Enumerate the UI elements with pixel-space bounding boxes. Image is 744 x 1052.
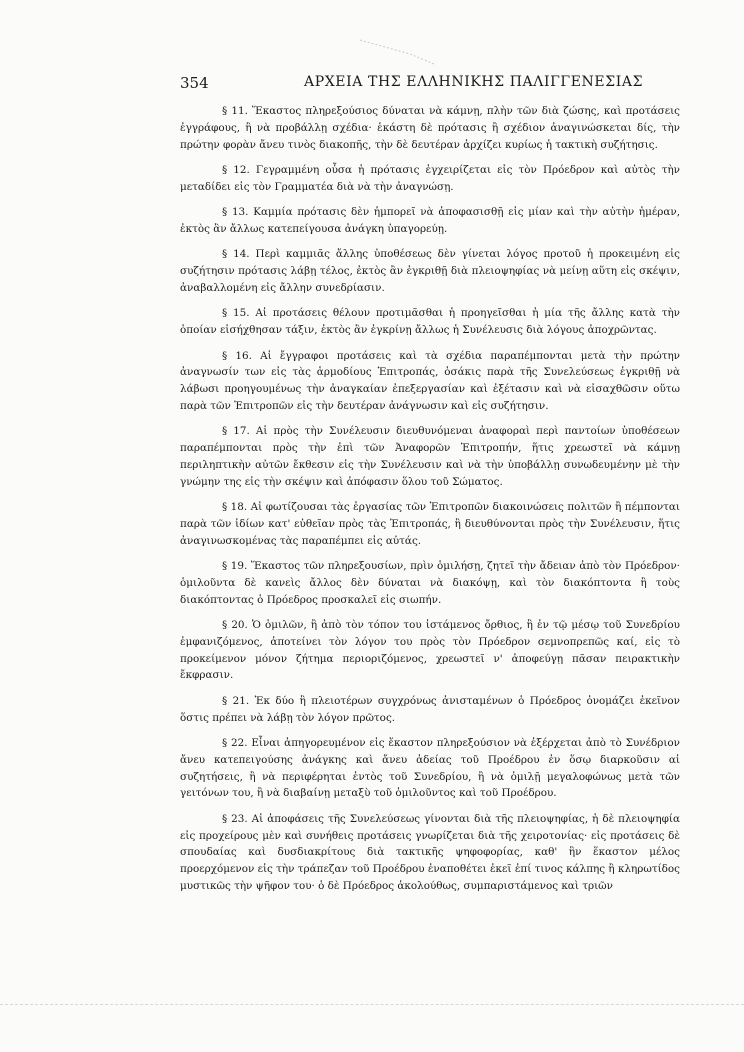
scan-bottom-edge: [0, 1004, 744, 1005]
paragraph-section-17: § 17. Αἱ πρὸς τὴν Συνέλευσιν διευθυνόμεναι ἀναφοραὶ περὶ παντοίων ὑποθέσεων παραπέμπονται πρὸς τὴν ἐπὶ τῶν Ἀναφορῶν Ἐπιτροπήν, ἥτις χρεωστεῖ νὰ κάμνῃ περιληπτικὴν αὐτῶν ἔκθεσιν εἰς τὴν Συνέλευσιν καὶ νὰ τὴν ὑποβάλλῃ συνωδευμένην μὲ τὴν γνώμην της εἰς τὴν σκέψιν καὶ ἀπόφασιν ὅλου τοῦ Σώματος.: [180, 425, 680, 488]
paragraph-section-13: § 13. Καμμία πρότασις δὲν ἠμπορεῖ νὰ ἀποφασισθῇ εἰς μίαν καὶ τὴν αὐτὴν ἡμέραν, ἐκτὸς ἂν ἄλλως κατεπείγουσα ἀνάγκη ὑπαγορεύῃ.: [180, 206, 680, 235]
running-title: ΑΡΧΕΙΑ ΤΗΣ ΕΛΛΗΝΙΚΗΣ ΠΑΛΙΓΓΕΝΕΣΙΑΣ: [304, 74, 644, 90]
paragraph-section-11: § 11. Ἕκαστος πληρεξούσιος δύναται νὰ κάμνῃ, πλὴν τῶν διὰ ζώσης, καὶ προτάσεις ἐγγράφους, ἢ νὰ προβάλλῃ σχέδια· ἑκάστη δὲ πρότασις ἢ σχέδιον ἀναγινώσκεται δίς, τὴν πρώτην φορὰν ἄνευ τινὸς διακοπῆς, τὴν δὲ δευτέραν ἀρχίζει κυρίως ἡ τακτικὴ συζήτησις.: [180, 105, 680, 151]
paragraph-section-19: § 19. Ἕκαστος τῶν πληρεξουσίων, πρὶν ὁμιλήσῃ, ζητεῖ τὴν ἄδειαν ἀπὸ τὸν Πρόεδρον· ὁμιλοῦντα δὲ κανεὶς ἄλλος δὲν δύναται νὰ διακόψῃ, καὶ τὸν διακόπτοντα ἢ τοὺς διακόπτοντας ὁ Πρόεδρος προσκαλεῖ εἰς σιωπήν.: [180, 560, 680, 606]
paragraph-section-23: § 23. Αἱ ἀποφάσεις τῆς Συνελεύσεως γίνονται διὰ τῆς πλειοψηφίας, ἡ δὲ πλειοψηφία εἰς προχείρους μὲν καὶ συνήθεις προτάσεις γνωρίζεται διὰ τῆς χειροτονίας· εἰς προτάσεις δὲ σπουδαίας καὶ δυσδιακρίτους διὰ τακτικῆς ψηφοφορίας, καθ' ἣν ἕκαστον μέλος προερχόμενον εἰς τὴν τράπεζαν τοῦ Προέδρου ἐναποθέτει ἐκεῖ ἐπί τινος κάλπης ἢ κληρωτίδος μυστικῶς τὴν ψῆφον του· ὁ δὲ Πρόεδρος ἀκολούθως, συμπαριστάμενος καὶ τριῶν: [180, 812, 680, 892]
paragraph-section-21: § 21. Ἐκ δύο ἢ πλειοτέρων συγχρόνως ἀνισταμένων ὁ Πρόεδρος ὀνομάζει ἐκεῖνον ὅστις πρέπει νὰ λάβῃ τὸν λόγον πρῶτος.: [180, 694, 680, 724]
scan-artifact-mark: [350, 36, 440, 66]
paragraph-section-15: § 15. Αἱ προτάσεις θέλουν προτιμᾶσθαι ἡ προηγεῖσθαι ἡ μία τῆς ἄλλης κατὰ τὴν ὁποίαν εἰσήχθησαν τάξιν, ἐκτὸς ἂν ἐγκρίνῃ ἄλλως ἡ Συνέλευσις διὰ λόγους ἀποχρῶντας.: [180, 307, 680, 337]
paragraph-section-22: § 22. Εἶναι ἀπηγορευμένον εἰς ἕκαστον πληρεξούσιον νὰ ἐξέρχεται ἀπὸ τὸ Συνέδριον ἄνευ κατεπειγούσης ἀνάγκης καὶ ἄνευ ἀδείας τοῦ Προέδρου ἐν ὅσῳ διαρκοῦσιν αἱ συζητήσεις, ἢ νὰ περιφέρηται ἐντὸς τοῦ Συνεδρίου, ἢ νὰ ὁμιλῇ μεγαλοφώνως μετὰ τῶν γειτόνων του, ἢ νὰ διαβαίνῃ μεταξὺ τοῦ ὁμιλοῦντος καὶ τοῦ Προέδρου.: [180, 737, 680, 800]
page-number: 354: [180, 74, 209, 92]
paragraph-section-20: § 20. Ὁ ὁμιλῶν, ἢ ἀπὸ τὸν τόπον του ἱστάμενος ὄρθιος, ἢ ἐν τῷ μέσῳ τοῦ Συνεδρίου ἐμφανιζόμενος, ἀποτείνει τὸν λόγον του πρὸς τὸν Πρόεδρον σεμνοπρεπῶς καί, εἰς τὸ προκείμενον μόνον ζήτημα περιοριζόμενος, χρεωστεῖ ν' ἀποφεύγῃ πᾶσαν πειρακτικὴν ἔκφρασιν.: [180, 619, 680, 682]
paragraph-section-14: § 14. Περὶ καμμιᾶς ἄλλης ὑποθέσεως δὲν γίνεται λόγος προτοῦ ἡ προκειμένη εἰς συζήτησιν πρότασις λάβῃ τέλος, ἐκτὸς ἂν ἐγκριθῇ διὰ πλειοψηφίας νὰ μείνῃ αὕτη εἰς σκέψιν, ἀναβαλλομένη εἰς ἄλλην συνεδρίασιν.: [180, 248, 680, 294]
paragraph-section-18: § 18. Αἱ φωτίζουσαι τὰς ἐργασίας τῶν Ἐπιτροπῶν διακοινώσεις πολιτῶν ἢ πέμπονται παρὰ τῶν ἰδίων κατ' εὐθεῖαν πρὸς τὰς Ἐπιτροπάς, ἢ διευθύνονται πρὸς τὴν Συνέλευσιν, ἥτις ἀναγινωσκομένας τὰς παραπέμπει εἰς αὐτάς.: [180, 501, 680, 547]
paragraph-section-12: § 12. Γεγραμμένη οὖσα ἡ πρότασις ἐγχειρίζεται εἰς τὸν Πρόεδρον καὶ αὐτὸς τὴν μεταδίδει εἰς τὸν Γραμματέα διὰ νὰ τὴν ἀναγνώσῃ.: [180, 163, 680, 193]
paragraph-section-16: § 16. Αἱ ἔγγραφοι προτάσεις καὶ τὰ σχέδια παραπέμπονται μετὰ τὴν πρώτην ἀναγνωσίν των εἰς τὰς ἁρμοδίους Ἐπιτροπάς, ὁσάκις παρὰ τῆς Συνελεύσεως ἐγκριθῇ νὰ λάβωσι προηγουμένως τὴν ἀναγκαίαν ἐπεξεργασίαν καὶ ἐξέτασιν καὶ νὰ εἰσαχθῶσιν οὕτω παρὰ τῶν Ἐπιτροπῶν εἰς τὴν δευτέραν ἀνάγνωσιν καὶ εἰς συζήτησιν.: [180, 349, 680, 412]
document-body: [180, 103, 680, 903]
